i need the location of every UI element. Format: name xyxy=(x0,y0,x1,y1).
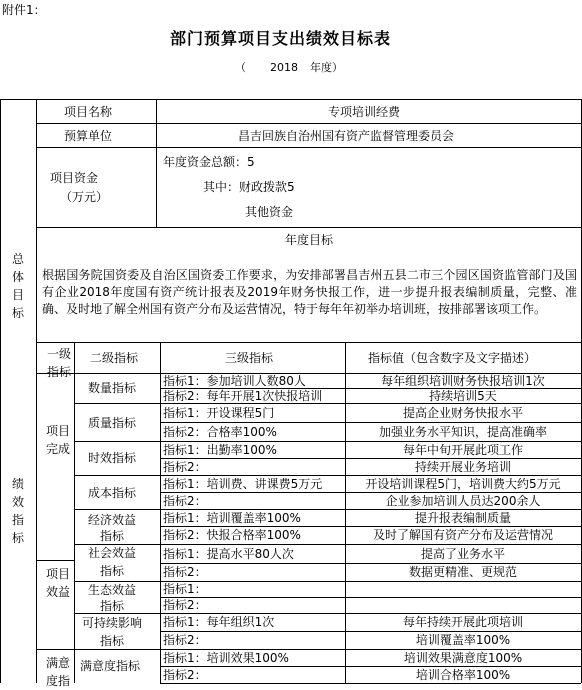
category-social: 社会效益 xyxy=(88,546,137,560)
indicator-value-cell: 每年中旬开展此项工作 xyxy=(402,443,523,457)
indicator-value-cell: 提高了业务水平 xyxy=(420,547,505,561)
indicator-cell: 指标2： xyxy=(163,494,207,508)
budget-unit-value: 昌吉回族自治州国有资产监督管理委员会 xyxy=(238,129,455,143)
project-name-value: 专项培训经费 xyxy=(328,105,401,119)
indicator-value-cell: 培训覆盖率100% xyxy=(415,633,511,647)
funds-unit: （万元） xyxy=(60,190,109,204)
header-level1: 一级指标 xyxy=(47,347,72,379)
category-quality: 质量指标 xyxy=(88,416,137,430)
indicator-cell: 指标2： xyxy=(163,633,207,647)
annual-goal-label: 年度目标 xyxy=(285,233,334,247)
year-value: 2018 xyxy=(270,61,298,74)
year-suffix: 年度） xyxy=(310,61,343,74)
year-open: （ xyxy=(235,61,246,74)
indicator-value-cell: 持续培训5天 xyxy=(429,389,497,403)
indicator-cell: 指标1：参加培训人数80人 xyxy=(163,374,306,388)
indicator-cell: 指标1：开设课程5门 xyxy=(163,406,275,420)
indicator-cell: 指标2：合格率100% xyxy=(163,425,277,439)
indicator-value-cell: 持续开展业务培训 xyxy=(414,460,511,474)
project-name-label: 项目名称 xyxy=(64,105,113,119)
indicator-value-cell: 加强业务水平知识，提高准确率 xyxy=(378,425,547,439)
category-cost: 成本指标 xyxy=(88,486,137,500)
indicator-value-cell: 提升报表编制质量 xyxy=(414,511,511,525)
fiscal-allocation: 其中：财政拨款5 xyxy=(203,180,295,194)
indicator-cell: 指标1：培训费、讲课费5万元 xyxy=(163,477,323,491)
category-quantity: 数量指标 xyxy=(88,381,137,395)
indicator-value-cell: 培训合格率100% xyxy=(415,668,511,682)
page-title: 部门预算项目支出绩效目标表 xyxy=(170,29,392,48)
indicator-cell: 指标2：每年开展1次快报培训 xyxy=(163,389,323,403)
category-sustainable: 可持续影响 xyxy=(82,616,143,630)
indicator-value-cell: 数据更精准、更规范 xyxy=(408,565,517,579)
indicator-cell: 指标1：培训覆盖率100% xyxy=(163,511,301,525)
indicator-cell: 指标1：出勤率100% xyxy=(163,443,277,457)
indicator-cell: 指标1：提高水平80人次 xyxy=(163,547,294,561)
goal-text: 根据国务院国资委及自治区国资委工作要求，为安排部署昌吉州五县二市三个园区国资监管部门及国有企业2018年度国有资产统计报表及2019年财务快报工作，进一步提升报表编制质量，完整、准确、及时地了解全州国有资产分布及运营情况，特于每年年初举办培训班，按排部署该项工作。 xyxy=(42,268,577,316)
indicator-cell: 指标1：每年组织1次 xyxy=(163,615,275,629)
indicator-value-cell: 企业参加培训人员达200余人 xyxy=(385,494,541,508)
category-ecological: 生态效益 xyxy=(88,583,137,597)
category-social-suffix: 指标 xyxy=(100,564,125,578)
attachment-label: 附件1： xyxy=(2,3,46,17)
satisfaction-label: 满意度指 xyxy=(45,656,70,688)
budget-unit-label: 预算单位 xyxy=(64,129,113,143)
perf-side-label: 绩效指标 xyxy=(11,477,24,545)
benefit-label: 项目效益 xyxy=(45,567,70,599)
category-economic: 经济效益 xyxy=(88,513,137,527)
indicator-value-cell: 每年持续开展此项培训 xyxy=(402,615,523,629)
indicator-cell: 指标2： xyxy=(163,668,207,682)
indicator-cell: 指标2： xyxy=(163,460,207,474)
indicator-value-cell: 开设培训课程5门，培训费大约5万元 xyxy=(365,477,561,491)
category-timeliness: 时效指标 xyxy=(88,451,137,465)
indicator-value-cell: 培训效果满意度100% xyxy=(403,651,523,665)
indicator-cell: 指标2： xyxy=(163,565,207,579)
header-level2: 二级指标 xyxy=(90,351,139,365)
other-funds: 其他资金 xyxy=(245,205,294,219)
category-economic-suffix: 指标 xyxy=(100,529,125,543)
indicator-value-cell: 及时了解国有资产分布及运营情况 xyxy=(372,528,553,542)
overall-goal-side-label: 总体目标 xyxy=(11,252,24,320)
indicator-cell: 指标2： xyxy=(163,598,207,612)
category-satisfaction: 满意度指标 xyxy=(80,659,141,673)
category-ecological-suffix: 指标 xyxy=(100,599,125,613)
indicator-value-cell: 提高企业财务快报水平 xyxy=(402,406,523,420)
indicator-cell: 指标2：快报合格率100% xyxy=(163,528,301,542)
header-level3: 三级指标 xyxy=(225,351,274,365)
indicator-value-cell: 每年组织培训财务快报培训1次 xyxy=(381,374,545,388)
category-sustainable-suffix: 指标 xyxy=(100,634,125,648)
completion-label: 项目完成 xyxy=(45,424,70,456)
funds-label: 项目资金 xyxy=(50,171,99,185)
indicator-cell: 指标1： xyxy=(163,582,207,596)
header-value: 指标值（包含数字及文字描述） xyxy=(368,351,537,365)
annual-total: 年度资金总额：5 xyxy=(163,155,255,169)
indicator-cell: 指标1：培训效果100% xyxy=(163,651,289,665)
